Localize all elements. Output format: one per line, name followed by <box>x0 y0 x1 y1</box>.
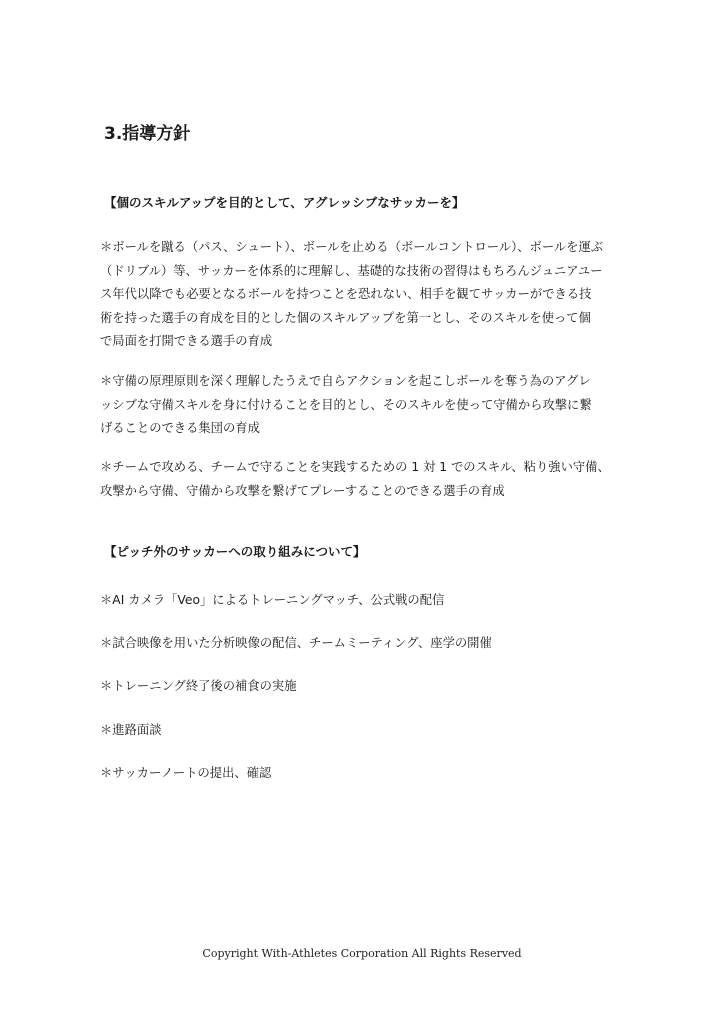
paragraph-line: ＊チームで攻める、チームで守ることを実践するための 1 対 1 でのスキル、粘り強い守備、 <box>100 460 610 474</box>
section-heading: 3.指導方針 <box>104 124 191 144</box>
paragraph-line: で局面を打開できる選手の育成 <box>100 334 273 349</box>
offpitch-subheading: 【ピッチ外のサッカーへの取り組みについて】 <box>104 544 366 559</box>
paragraph-line: 攻撃から守備、守備から攻撃を繋げてプレーすることのできる選手の育成 <box>100 483 505 498</box>
offpitch-list-item: ＊AI カメラ「Veo」によるトレーニングマッチ、公式戦の配信 <box>100 593 445 607</box>
policy-paragraph-defense <box>100 370 622 441</box>
paragraph-line: ス年代以降でも必要となるボールを持つことを恐れない、相手を観てサッカーができる技 <box>100 287 592 302</box>
policy-subheading: 【個のスキルアップを目的として、アグレッシブなサッカーを】 <box>104 195 465 210</box>
paragraph-line: ＊ボールを蹴る（パス、シュート）、ボールを止める（ボールコントロール）、ボールを運ぶ <box>100 240 604 254</box>
offpitch-list-item: ＊試合映像を用いた分析映像の配信、チームミーティング、座学の開催 <box>100 636 492 650</box>
copyright-footer: Copyright With-Athletes Corporation All Rights Reserved <box>202 947 522 960</box>
offpitch-list-item: ＊進路面談 <box>100 723 162 737</box>
paragraph-line: ＊守備の原理原則を深く理解したうえで自らアクションを起こしボールを奪う為のアグレ <box>100 374 591 388</box>
paragraph-line: ッシブな守備スキルを身に付けることを目的とし、そのスキルを使って守備から攻撃に繋 <box>100 397 592 412</box>
paragraph-line: 術を持った選手の育成を目的とした個のスキルアップを第一とし、そのスキルを使って個 <box>100 310 591 325</box>
offpitch-list-item: ＊サッカーノートの提出、確認 <box>100 766 272 780</box>
paragraph-line: げることのできる集団の育成 <box>100 421 260 436</box>
policy-paragraph-skill <box>100 236 622 354</box>
paragraph-line: （ドリブル）等、サッカーを体系的に理解し、基礎的な技術の習得はもちろんジュニアユー <box>100 263 603 278</box>
offpitch-list-item: ＊トレーニング終了後の補食の実施 <box>100 679 297 693</box>
policy-paragraph-team <box>100 456 622 503</box>
